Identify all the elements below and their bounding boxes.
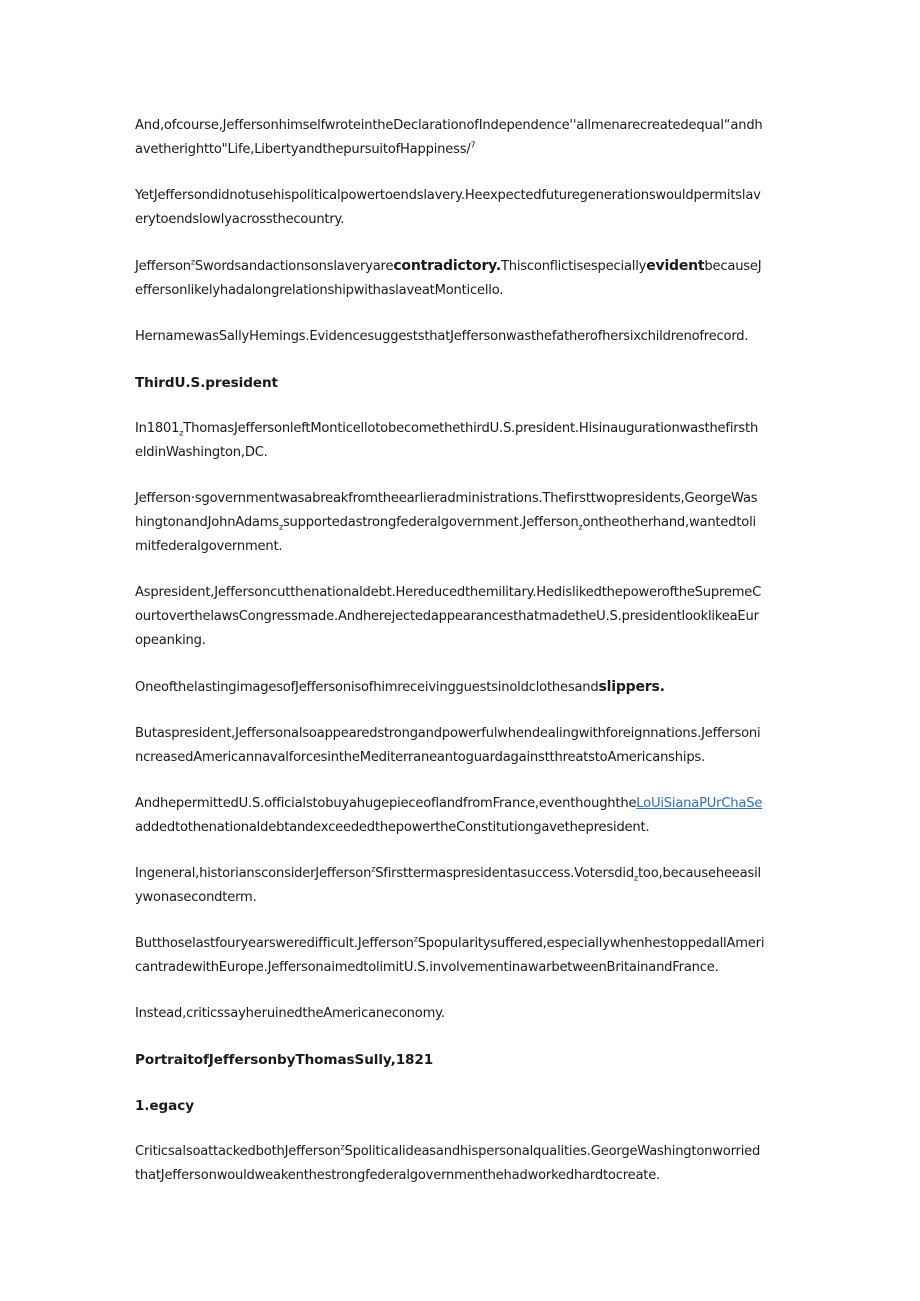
paragraph-government: [135, 487, 785, 559]
text-line: ncreasedAmericannavalforcesintheMediterraneantoguardagainstthreatstoAmericanships.: [135, 750, 706, 765]
comma-mark: z: [578, 522, 583, 532]
text-run: Thisconflictisespecially: [500, 259, 647, 274]
text-line: [135, 417, 785, 441]
text-run: becauseJ: [704, 259, 762, 274]
text-run: sgovernmentwasabreakfromtheearlieradministrations.Thefirsttwopresidents,GeorgeWas: [194, 491, 758, 506]
paragraph-1801: [135, 417, 785, 465]
text-line: [135, 254, 785, 279]
text-run: Sfirsttermaspresidentasuccess.Votersdid: [375, 866, 634, 881]
paragraph-louisiana: [135, 792, 785, 840]
text-line: mitfederalgovernment.: [135, 539, 283, 554]
text-line: [135, 138, 785, 162]
comma-mark: z: [179, 428, 184, 438]
paragraph-last-four-years: [135, 932, 785, 980]
text-line: erytoendslowlyacrossthecountry.: [135, 212, 345, 227]
text-line: And,ofcourse,JeffersonhimselfwroteintheDeclarationofIndependence''allmenarecreatedequal“andh: [135, 118, 763, 133]
section-heading-third-president: ThirdU.S.president: [135, 375, 278, 391]
text-line: [135, 932, 785, 956]
text-run: Jefferson: [135, 491, 191, 506]
text-run: ontheotherhand,wantedtoli: [582, 515, 756, 530]
bold-term-contradictory: contradictory.: [393, 258, 501, 274]
text-line: [135, 1140, 785, 1164]
text-run: Spoliticalideasandhispersonalqualities.GeorgeWashingtonworried: [344, 1144, 761, 1159]
footnote-marker: 7: [470, 140, 476, 150]
text-line: effersonlikelyhadalongrelationshipwithaslaveatMonticello.: [135, 283, 504, 298]
text-run: OneofthelastingimagesofJeffersonisofhimreceivingguestsinoldclothesand: [135, 680, 599, 695]
text-run: supportedastrongfederalgovernment.Jefferson: [282, 515, 579, 530]
text-run: avetherightto"Life,LibertyandthepursuitofHappiness/: [135, 142, 471, 157]
text-line: addedtothenationaldebtandexceededthepowertheConstitutiongavethepresident.: [135, 820, 650, 835]
text-line: thatJeffersonwouldweakenthestrongfederalgovernmenthehadworkedhardtocreate.: [135, 1168, 661, 1183]
paragraph-slippers: [135, 675, 785, 700]
document-body: [135, 114, 785, 1210]
text-run: In1801: [135, 421, 180, 436]
paragraph-first-term: [135, 862, 785, 910]
text-line: ourtoverthelawsCongressmade.AndherejectedappearancesthatmadetheU.S.presidentlooklikeaEur: [135, 609, 759, 624]
paragraph-hemings: [135, 325, 785, 349]
text-run: AndhepermittedU.S.officialstobuyahugepieceoflandfromFrance,eventhoughthe: [135, 796, 637, 811]
text-run: Spopularitysuffered,especiallywhenhestoppedallAmeri: [417, 936, 765, 951]
bold-term-slippers: slippers.: [598, 679, 665, 695]
text-line: [135, 862, 785, 886]
text-run: ThomasJeffersonleftMonticellotobecomethethirdU.S.president.Hisinaugurationwasthefirsth: [183, 421, 759, 436]
text-run: Jefferson: [135, 259, 191, 274]
text-line: [135, 792, 785, 816]
apostrophe-mark: z: [371, 864, 376, 874]
paragraph-contradiction: [135, 254, 785, 303]
paragraph-economy: [135, 1002, 785, 1026]
apostrophe-mark: z: [190, 257, 195, 267]
section-heading-legacy: 1.egacy: [135, 1098, 194, 1114]
bold-term-evident: evident: [646, 258, 705, 274]
paragraph-as-president: [135, 581, 785, 653]
text-line: Aspresident,Jeffersoncutthenationaldebt.Hereducedthemilitary.HedislikedthepoweroftheSupremeC: [135, 585, 762, 600]
comma-mark: z: [633, 873, 638, 883]
paragraph-slavery-power: [135, 184, 785, 232]
text-line: HernamewasSallyHemings.EvidencesuggeststhatJeffersonwasthefatherofhersixchildrenofrecord.: [135, 329, 749, 344]
paragraph-declaration: [135, 114, 785, 162]
text-run: Butthoselastfouryearsweredifficult.Jefferson: [135, 936, 414, 951]
paragraph-critics: [135, 1140, 785, 1188]
text-line: YetJeffersondidnotusehispoliticalpowertoendslavery.Heexpectedfuturegenerationswouldpermitslav: [135, 188, 761, 203]
text-run: CriticsalsoattackedbothJefferson: [135, 1144, 341, 1159]
text-run: Swordsandactionsonslaveryare: [194, 259, 394, 274]
text-line: [135, 675, 785, 700]
text-line: ywonasecondterm.: [135, 890, 257, 905]
text-line: cantradewithEurope.JeffersonaimedtolimitU.S.involvementinawarbetweenBritainandFrance.: [135, 960, 719, 975]
text-line: [135, 511, 785, 535]
apostrophe-mark: z: [413, 934, 418, 944]
paragraph-foreign-nations: [135, 722, 785, 770]
text-line: [135, 487, 785, 511]
text-line: opeanking.: [135, 633, 206, 648]
apostrophe-mark: z: [340, 1142, 345, 1152]
text-line: Butaspresident,Jeffersonalsoappearedstrongandpowerfulwhendealingwithforeignnations.Jeffersoni: [135, 726, 761, 741]
text-run: Ingeneral,historiansconsiderJefferson: [135, 866, 372, 881]
text-run: too,becauseheeasil: [637, 866, 761, 881]
apostrophe-mark: ·: [190, 491, 195, 506]
text-line: Instead,criticssayheruinedtheAmericaneconomy.: [135, 1006, 445, 1021]
text-run: hingtonandJohnAdams: [135, 515, 279, 530]
text-line: eldinWashington,DC.: [135, 445, 268, 460]
louisiana-purchase-link[interactable]: LoUiSianaPUrChaSe: [636, 796, 763, 811]
section-heading-portrait: PortraitofJeffersonbyThomasSully,1821: [135, 1052, 434, 1068]
comma-mark: z: [278, 522, 283, 532]
